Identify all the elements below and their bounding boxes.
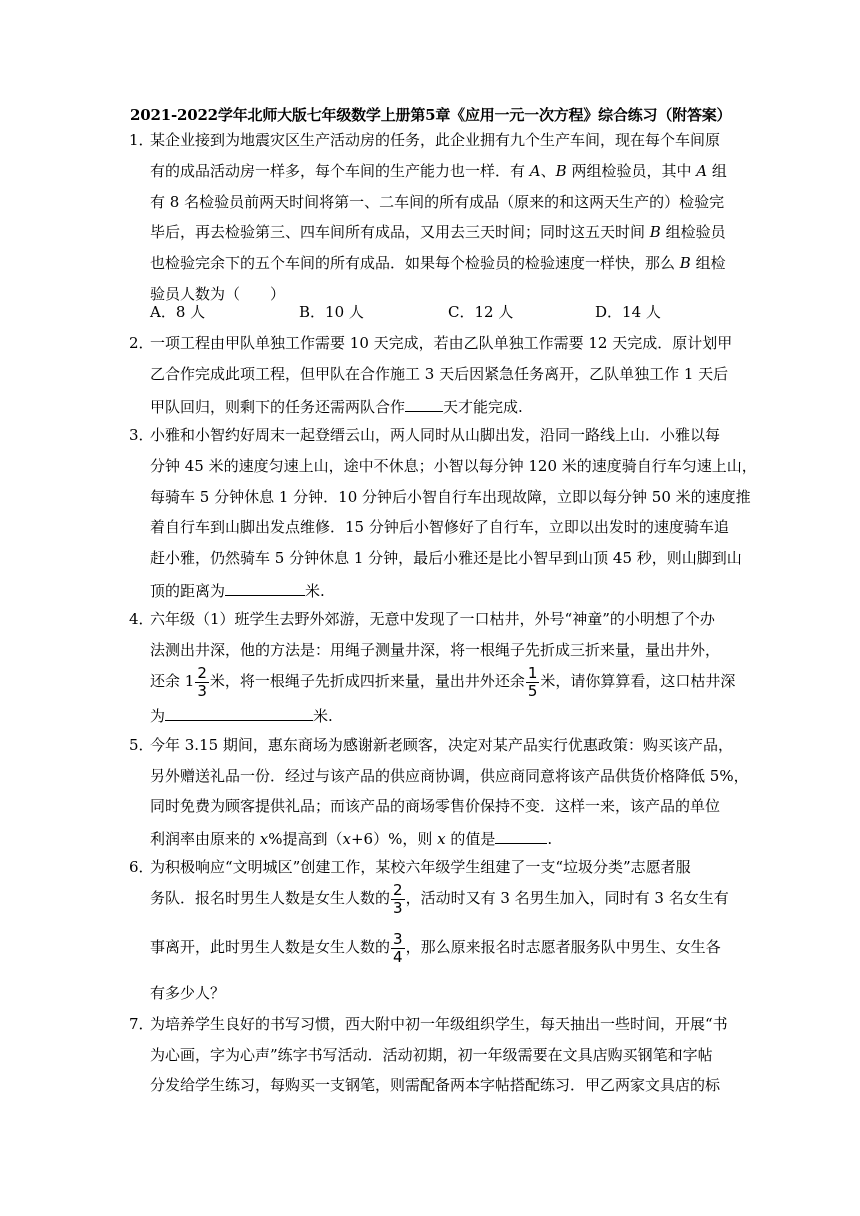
- q7-line-3: 分发给学生练习，每购买一支钢笔，则需配备两本字帖搭配练习．甲乙两家文具店的标: [150, 1076, 721, 1094]
- document-title: 2021-2022学年北师大版七年级数学上册第5章《应用一元一次方程》综合练习（附答案）: [130, 106, 732, 124]
- q5-answer-blank[interactable]: [495, 827, 547, 844]
- q7-number: 7．: [129, 1015, 154, 1033]
- q1-line-3: 有 8 名检验员前两天时间将第一、二车间的所有成品（原来的和这两天生产的）检验完: [150, 193, 725, 211]
- q3-line-4: 着自行车到山脚出发点维修．15 分钟后小智修好了自行车，立即以出发时的速度骑车追: [150, 518, 729, 536]
- q2-line-3: 甲队回归，则剩下的任务还需两队合作 天才能完成.: [150, 395, 523, 417]
- q6-fraction-1: $\frac{2}{3}$: [393, 880, 403, 917]
- q5-number: 5．: [129, 736, 154, 754]
- q1-line-4: 毕后，再去检验第三、四车间所有成品，又用去三天时间；同时这五天时间 B 组检验员: [150, 223, 726, 241]
- q1-line-2: 有的成品活动房一样多，每个车间的生产能力也一样．有 A、B 两组检验员，其中 A 组: [150, 162, 727, 180]
- q3-line-5: 赶小雅，仍然骑车 5 分钟休息 1 分钟，最后小雅还是比小智早到山顶 45 秒，则山脚到山: [150, 549, 742, 567]
- q3-line-2: 分钟 45 米的速度匀速上山，途中不休息；小智以每分钟 120 米的速度骑自行车匀速上山，: [150, 457, 757, 475]
- q6-line-3: 事离开，此时男生人数是女生人数的 $\frac{3}{4}$ ，那么原来报名时志愿者服务队中男生、女生各: [150, 929, 721, 966]
- q5-line-4: 利润率由原来的 x%提高到（x+6）%，则 x 的值是 .: [150, 827, 552, 849]
- q5-line-1: 今年 3.15 期间，惠东商场为感谢新老顾客，决定对某产品实行优惠政策：购买该产品，: [150, 736, 733, 754]
- q6-fraction-2: $\frac{3}{4}$: [393, 929, 403, 966]
- q1-number: 1．: [129, 131, 154, 149]
- q6-number: 6．: [129, 858, 154, 876]
- q4-answer-blank[interactable]: [165, 704, 313, 721]
- q1-line-6: 验员人数为（ ）: [150, 285, 286, 303]
- q4-line-4: 为 米.: [150, 704, 333, 726]
- q2-line-2: 乙合作完成此项工程，但甲队在合作施工 3 天后因紧急任务离开，乙队单独工作 1 天后: [150, 365, 729, 383]
- q2-line-1: 一项工程由甲队单独工作需要 10 天完成，若由乙队单独工作需要 12 天完成．原计划甲: [150, 334, 733, 352]
- q4-fraction-1: $\frac{2}{3}$: [197, 663, 207, 700]
- q4-number: 4．: [129, 610, 154, 628]
- q4-line-2: 法测出井深，他的方法是：用绳子测量井深，将一根绳子先折成三折来量，量出井外，: [150, 641, 721, 659]
- q6-line-2: 务队．报名时男生人数是女生人数的 $\frac{2}{3}$ ，活动时又有 3 名男生加入，同时有 3 名女生有: [150, 880, 729, 917]
- q1-option-b: B．10 人: [299, 303, 364, 321]
- q3-answer-blank[interactable]: [225, 579, 305, 596]
- q6-line-4: 有多少人？: [150, 984, 226, 1002]
- q4-line-3: 还余 1 $\frac{2}{3}$ 米，将一根绳子先折成四折来量，量出井外还余 $\frac{1}{5}$ 米，请你算算看，这口枯井深: [150, 663, 736, 700]
- q3-line-6: 顶的距离为 米.: [150, 579, 325, 601]
- q1-option-a: A．8 人: [150, 303, 206, 321]
- q4-line-1: 六年级（1）班学生去野外郊游，无意中发现了一口枯井，外号“神童”的小明想了个办: [150, 610, 715, 628]
- q2-answer-blank[interactable]: [405, 395, 443, 412]
- q2-number: 2．: [129, 334, 154, 352]
- q3-line-3: 每骑车 5 分钟休息 1 分钟．10 分钟后小智自行车出现故障，立即以每分钟 50 米的速度推: [150, 488, 751, 506]
- q7-line-1: 为培养学生良好的书写习惯，西大附中初一年级组织学生，每天抽出一些时间，开展“书: [150, 1015, 728, 1033]
- q6-line-1: 为积极响应“文明城区”创建工作，某校六年级学生组建了一支“垃圾分类”志愿者服: [150, 858, 691, 876]
- q7-line-2: 为心画，字为心声”练字书写活动．活动初期，初一年级需要在文具店购买钢笔和字帖: [150, 1046, 713, 1064]
- q3-line-1: 小雅和小智约好周末一起登缙云山，两人同时从山脚出发，沿同一路线上山．小雅以每: [150, 426, 721, 444]
- q4-fraction-2: $\frac{1}{5}$: [527, 663, 538, 700]
- q5-line-3: 同时免费为顾客提供礼品；而该产品的商场零售价保持不变．这样一来，该产品的单位: [150, 797, 721, 815]
- q1-option-c: C．12 人: [448, 303, 514, 321]
- q1-option-d: D．14 人: [595, 303, 661, 321]
- q1-line-5: 也检验完余下的五个车间的所有成品．如果每个检验员的检验速度一样快，那么 B 组检: [150, 254, 726, 272]
- q3-number: 3．: [129, 426, 154, 444]
- q1-line-1: 某企业接到为地震灾区生产活动房的任务，此企业拥有九个生产车间，现在每个车间原: [150, 131, 721, 149]
- q5-line-2: 另外赠送礼品一份．经过与该产品的供应商协调，供应商同意将该产品供货价格降低 5%，: [150, 767, 749, 785]
